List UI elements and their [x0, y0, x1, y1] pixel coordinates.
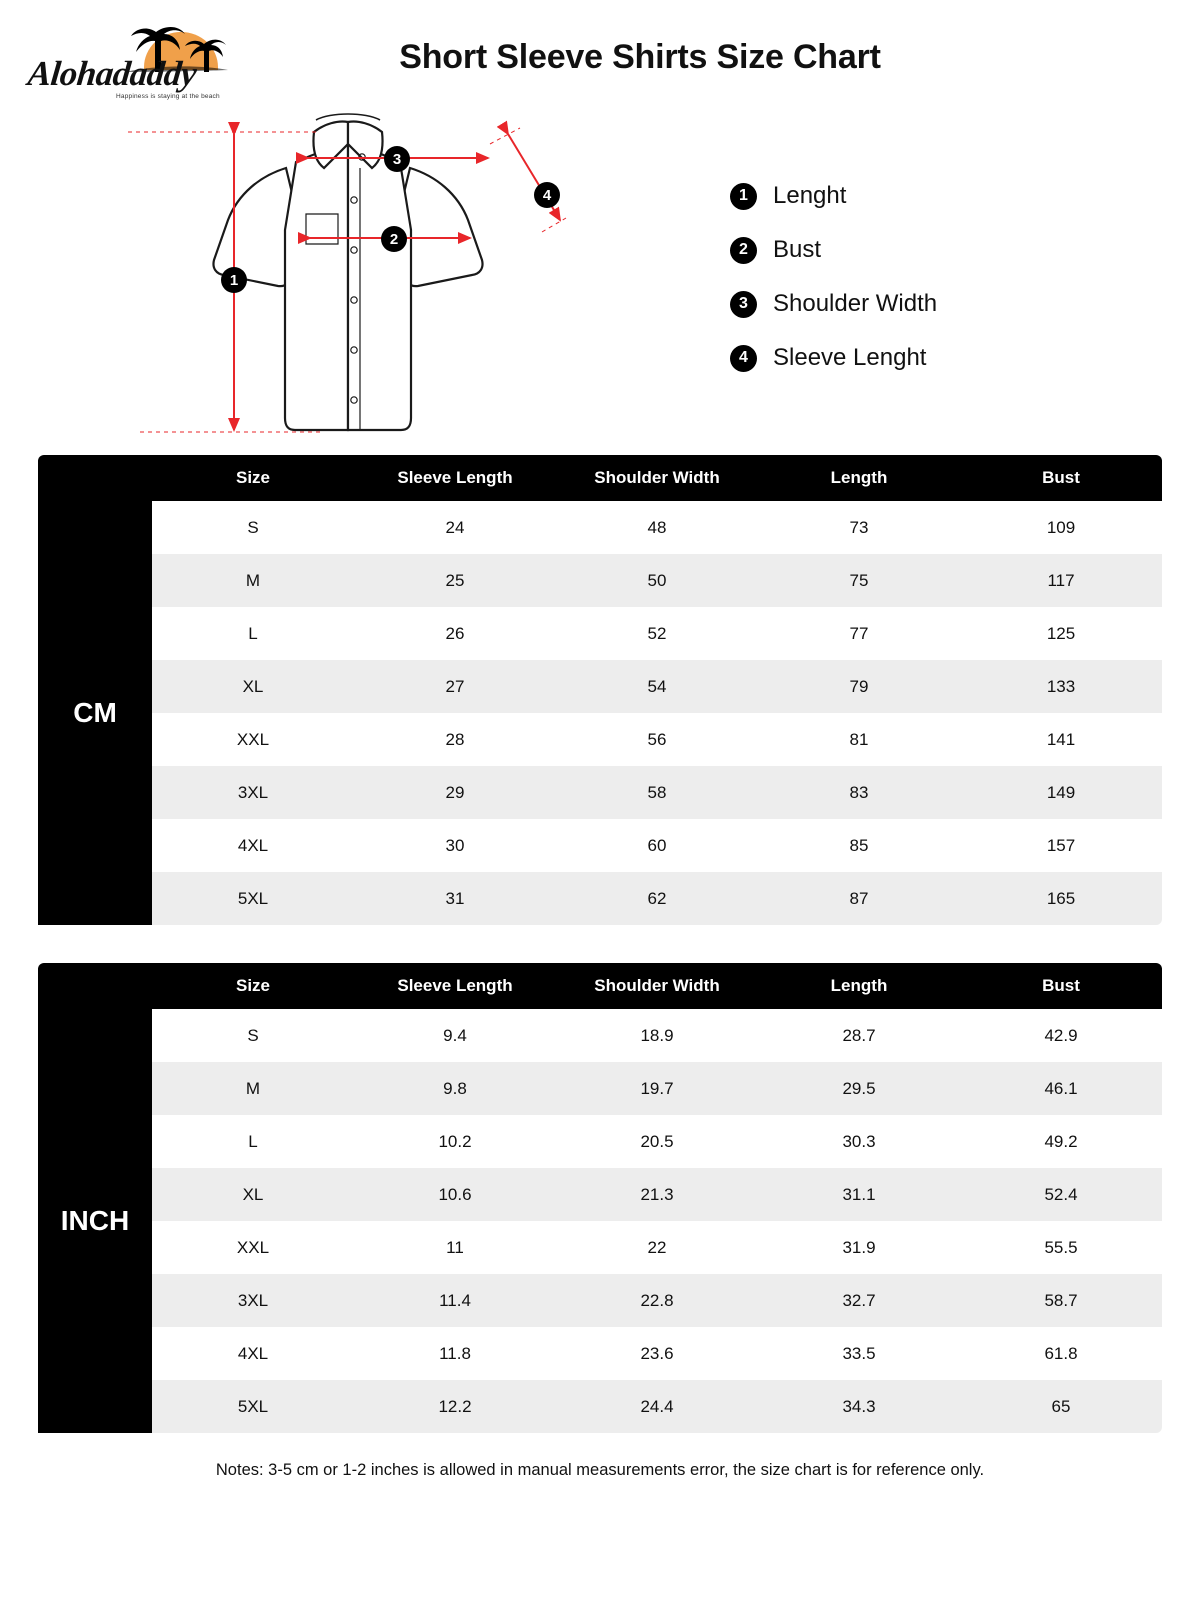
table-header-row	[38, 963, 1162, 1009]
table-row	[38, 1274, 1162, 1327]
legend-badge-3: 3	[730, 291, 757, 318]
cell-length: 29.5	[758, 1062, 960, 1115]
cell-shoulder-width: 62	[556, 872, 758, 925]
cell-bust: 125	[960, 607, 1162, 660]
cell-size: XXL	[152, 1221, 354, 1274]
legend-badge-1: 1	[730, 183, 757, 210]
cell-shoulder-width: 22.8	[556, 1274, 758, 1327]
cell-length: 33.5	[758, 1327, 960, 1380]
page-title: Short Sleeve Shirts Size Chart	[399, 38, 881, 76]
cell-bust: 109	[960, 501, 1162, 554]
cell-size: 5XL	[152, 872, 354, 925]
unit-header-inch	[38, 963, 152, 1009]
cell-size: XL	[152, 1168, 354, 1221]
cell-length: 75	[758, 554, 960, 607]
legend-label-shoulder-width: Shoulder Width	[773, 290, 938, 317]
cell-length: 85	[758, 819, 960, 872]
cell-length: 28.7	[758, 1009, 960, 1062]
cell-sleeve-length: 31	[354, 872, 556, 925]
cell-bust: 157	[960, 819, 1162, 872]
table-row	[38, 1115, 1162, 1168]
cell-sleeve-length: 27	[354, 660, 556, 713]
shirt-illustration	[110, 110, 630, 455]
cell-bust: 61.8	[960, 1327, 1162, 1380]
length-marker: 1	[221, 267, 247, 293]
table-row	[38, 872, 1162, 925]
cell-bust: 141	[960, 713, 1162, 766]
cell-size: XL	[152, 660, 354, 713]
cell-shoulder-width: 48	[556, 501, 758, 554]
cell-sleeve-length: 9.8	[354, 1062, 556, 1115]
cell-bust: 165	[960, 872, 1162, 925]
cell-sleeve-length: 9.4	[354, 1009, 556, 1062]
column-header-shoulder-width: Shoulder Width	[556, 455, 758, 501]
unit-header-cm	[38, 455, 152, 501]
cell-shoulder-width: 19.7	[556, 1062, 758, 1115]
cell-sleeve-length: 10.6	[354, 1168, 556, 1221]
notes-text: Notes: 3-5 cm or 1-2 inches is allowed in manual measurements error, the size chart is for reference only.	[215, 1461, 985, 1479]
cell-sleeve-length: 11.8	[354, 1327, 556, 1380]
table-header-row	[38, 455, 1162, 501]
cell-size: 3XL	[152, 1274, 354, 1327]
table-row	[38, 1062, 1162, 1115]
table-row	[38, 1221, 1162, 1274]
cell-sleeve-length: 11.4	[354, 1274, 556, 1327]
measurement-diagram	[0, 110, 1200, 455]
cell-shoulder-width: 60	[556, 819, 758, 872]
column-header-sleeve-length: Sleeve Length	[354, 455, 556, 501]
cell-sleeve-length: 10.2	[354, 1115, 556, 1168]
cell-shoulder-width: 23.6	[556, 1327, 758, 1380]
cell-size: 4XL	[152, 819, 354, 872]
column-header-bust: Bust	[960, 455, 1162, 501]
legend-item-bust	[730, 236, 937, 264]
cell-bust: 65	[960, 1380, 1162, 1433]
cell-size: S	[152, 501, 354, 554]
cell-size: M	[152, 1062, 354, 1115]
table-row	[38, 554, 1162, 607]
cell-length: 32.7	[758, 1274, 960, 1327]
cell-length: 73	[758, 501, 960, 554]
size-table-cm	[38, 455, 1162, 925]
cell-sleeve-length: 30	[354, 819, 556, 872]
cell-shoulder-width: 58	[556, 766, 758, 819]
column-header-length: Length	[758, 455, 960, 501]
column-header-size: Size	[152, 963, 354, 1009]
legend-label-length: Lenght	[773, 182, 847, 209]
column-header-size: Size	[152, 455, 354, 501]
cell-shoulder-width: 18.9	[556, 1009, 758, 1062]
cell-bust: 52.4	[960, 1168, 1162, 1221]
page-header	[0, 0, 1200, 110]
shirt-svg	[110, 110, 630, 455]
cell-shoulder-width: 20.5	[556, 1115, 758, 1168]
cell-shoulder-width: 21.3	[556, 1168, 758, 1221]
cell-sleeve-length: 24	[354, 501, 556, 554]
cell-length: 34.3	[758, 1380, 960, 1433]
cell-length: 31.9	[758, 1221, 960, 1274]
cell-length: 81	[758, 713, 960, 766]
cell-size: L	[152, 1115, 354, 1168]
cell-bust: 55.5	[960, 1221, 1162, 1274]
table-row	[38, 501, 1162, 554]
cell-shoulder-width: 56	[556, 713, 758, 766]
cell-bust: 42.9	[960, 1009, 1162, 1062]
cell-sleeve-length: 26	[354, 607, 556, 660]
unit-label-inch: INCH	[38, 1009, 152, 1433]
cell-shoulder-width: 50	[556, 554, 758, 607]
column-header-bust: Bust	[960, 963, 1162, 1009]
legend-label-bust: Bust	[773, 236, 822, 263]
cell-sleeve-length: 25	[354, 554, 556, 607]
column-header-length: Length	[758, 963, 960, 1009]
cell-bust: 49.2	[960, 1115, 1162, 1168]
unit-label-cm: CM	[38, 501, 152, 925]
legend-item-shoulder-width	[730, 290, 937, 318]
legend-item-sleeve-length	[730, 344, 937, 372]
cell-sleeve-length: 29	[354, 766, 556, 819]
cell-sleeve-length: 12.2	[354, 1380, 556, 1433]
cell-size: L	[152, 607, 354, 660]
cell-size: 3XL	[152, 766, 354, 819]
cell-length: 30.3	[758, 1115, 960, 1168]
cell-size: M	[152, 554, 354, 607]
legend	[730, 182, 937, 398]
cell-bust: 133	[960, 660, 1162, 713]
table-row	[38, 1327, 1162, 1380]
cell-bust: 117	[960, 554, 1162, 607]
table-row	[38, 766, 1162, 819]
legend-item-length	[730, 182, 937, 210]
cell-length: 83	[758, 766, 960, 819]
cell-length: 87	[758, 872, 960, 925]
size-table-inch	[38, 963, 1162, 1433]
table-row	[38, 1009, 1162, 1062]
column-header-sleeve-length: Sleeve Length	[354, 963, 556, 1009]
cell-size: S	[152, 1009, 354, 1062]
table-row	[38, 607, 1162, 660]
brand-name: Alohadaddy	[26, 54, 199, 93]
cell-sleeve-length: 28	[354, 713, 556, 766]
legend-badge-4: 4	[730, 345, 757, 372]
cell-shoulder-width: 52	[556, 607, 758, 660]
table-row	[38, 1380, 1162, 1433]
cell-length: 79	[758, 660, 960, 713]
cell-shoulder-width: 24.4	[556, 1380, 758, 1433]
brand-tagline: Happiness is staying at the beach	[116, 93, 220, 100]
cell-size: 5XL	[152, 1380, 354, 1433]
cell-size: XXL	[152, 713, 354, 766]
table-row	[38, 819, 1162, 872]
table-row	[38, 1168, 1162, 1221]
bust-marker: 2	[381, 226, 407, 252]
cell-shoulder-width: 54	[556, 660, 758, 713]
legend-badge-2: 2	[730, 237, 757, 264]
legend-label-sleeve-length: Sleeve Lenght	[773, 344, 927, 371]
cell-bust: 46.1	[960, 1062, 1162, 1115]
cell-bust: 58.7	[960, 1274, 1162, 1327]
cell-size: 4XL	[152, 1327, 354, 1380]
column-header-shoulder-width: Shoulder Width	[556, 963, 758, 1009]
cell-bust: 149	[960, 766, 1162, 819]
table-row	[38, 713, 1162, 766]
cell-shoulder-width: 22	[556, 1221, 758, 1274]
sleeve-length-marker: 4	[534, 182, 560, 208]
cell-length: 31.1	[758, 1168, 960, 1221]
table-row	[38, 660, 1162, 713]
cell-sleeve-length: 11	[354, 1221, 556, 1274]
shoulder-width-marker: 3	[384, 146, 410, 172]
cell-length: 77	[758, 607, 960, 660]
